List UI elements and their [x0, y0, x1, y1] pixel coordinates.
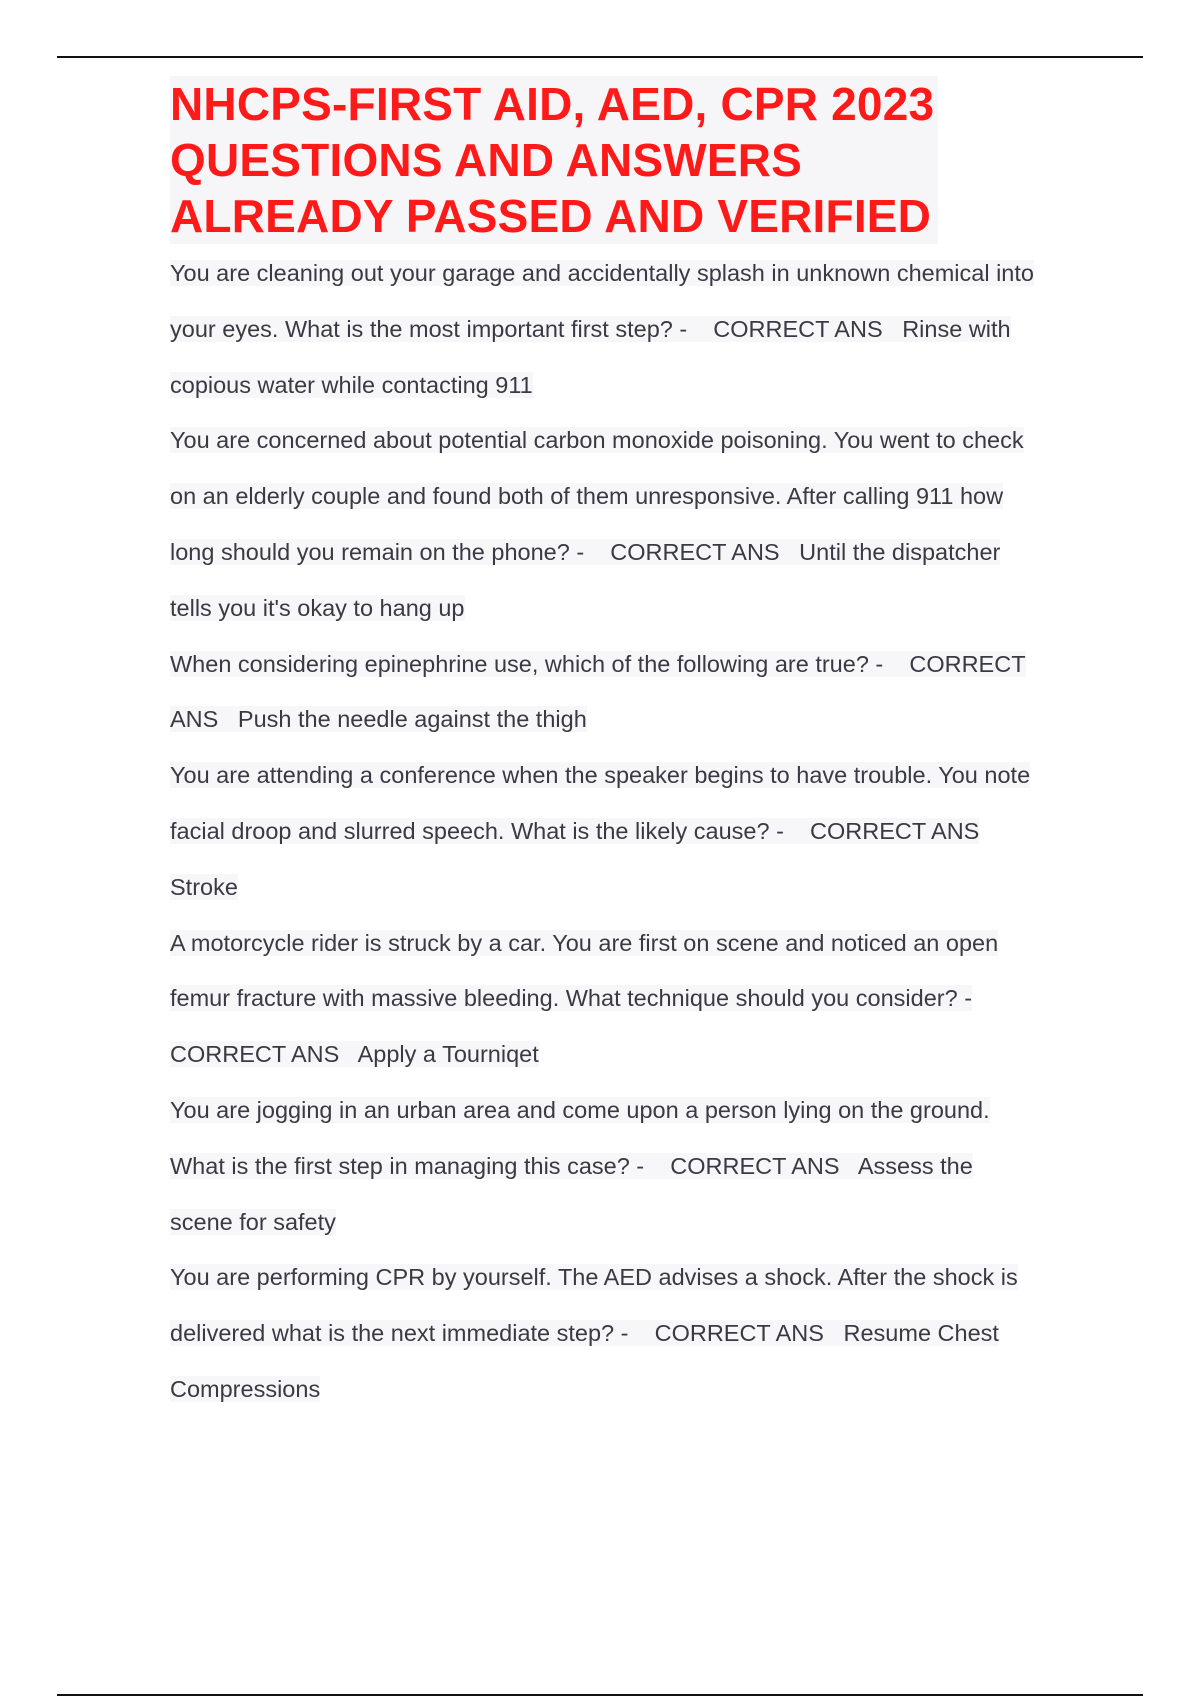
title-line-3: ALREADY PASSED AND VERIFIED [170, 190, 932, 242]
qa-text-line: femur fracture with massive bleeding. What technique should you consider? - [170, 985, 973, 1012]
qa-text-line: When considering epinephrine use, which of the following are true? - CORRECT [170, 650, 1026, 677]
top-rule [57, 56, 1143, 58]
qa-text-line: long should you remain on the phone? - CORRECT ANS Until the dispatcher [170, 538, 1001, 565]
qa-item [170, 413, 1070, 636]
qa-text-line: on an elderly couple and found both of them unresponsive. After calling 911 how [170, 483, 1004, 510]
qa-item [170, 1083, 1070, 1250]
qa-item [170, 748, 1070, 915]
qa-text-line: You are jogging in an urban area and come upon a person lying on the ground. [170, 1096, 990, 1123]
qa-item [170, 246, 1070, 413]
qa-item [170, 916, 1070, 1083]
qa-text-line: You are attending a conference when the speaker begins to have trouble. You note [170, 762, 1031, 789]
qa-text-line: scene for safety [170, 1208, 336, 1235]
qa-text-line: Stroke [170, 873, 238, 900]
qa-text-line: your eyes. What is the most important first step? - CORRECT ANS Rinse with [170, 315, 1011, 342]
qa-item [170, 637, 1070, 749]
qa-text-line: delivered what is the next immediate step? - CORRECT ANS Resume Chest [170, 1320, 999, 1347]
document-title [170, 76, 938, 244]
title-line-2: QUESTIONS AND ANSWERS [170, 134, 803, 186]
qa-text-line: A motorcycle rider is struck by a car. You are first on scene and noticed an open [170, 929, 999, 956]
qa-text-line: What is the first step in managing this case? - CORRECT ANS Assess the [170, 1152, 973, 1179]
qa-text-line: You are performing CPR by yourself. The AED advises a shock. After the shock is [170, 1264, 1018, 1291]
document-body [170, 76, 1070, 1418]
qa-text-line: copious water while contacting 911 [170, 371, 533, 398]
title-line-1: NHCPS-FIRST AID, AED, CPR 2023 [170, 78, 935, 130]
qa-text-line: tells you it's okay to hang up [170, 594, 465, 621]
qa-text-line: facial droop and slurred speech. What is the likely cause? - CORRECT ANS [170, 817, 980, 844]
qa-text-line: You are concerned about potential carbon monoxide poisoning. You went to check [170, 427, 1024, 454]
bottom-rule [57, 1694, 1143, 1696]
qa-text-line: CORRECT ANS Apply a Tourniqet [170, 1041, 539, 1068]
qa-item [170, 1250, 1070, 1417]
qa-text-line: ANS Push the needle against the thigh [170, 706, 587, 733]
qa-text-line: You are cleaning out your garage and accidentally splash in unknown chemical into [170, 260, 1034, 286]
qa-list [170, 246, 1070, 1418]
qa-text-line: Compressions [170, 1375, 321, 1402]
